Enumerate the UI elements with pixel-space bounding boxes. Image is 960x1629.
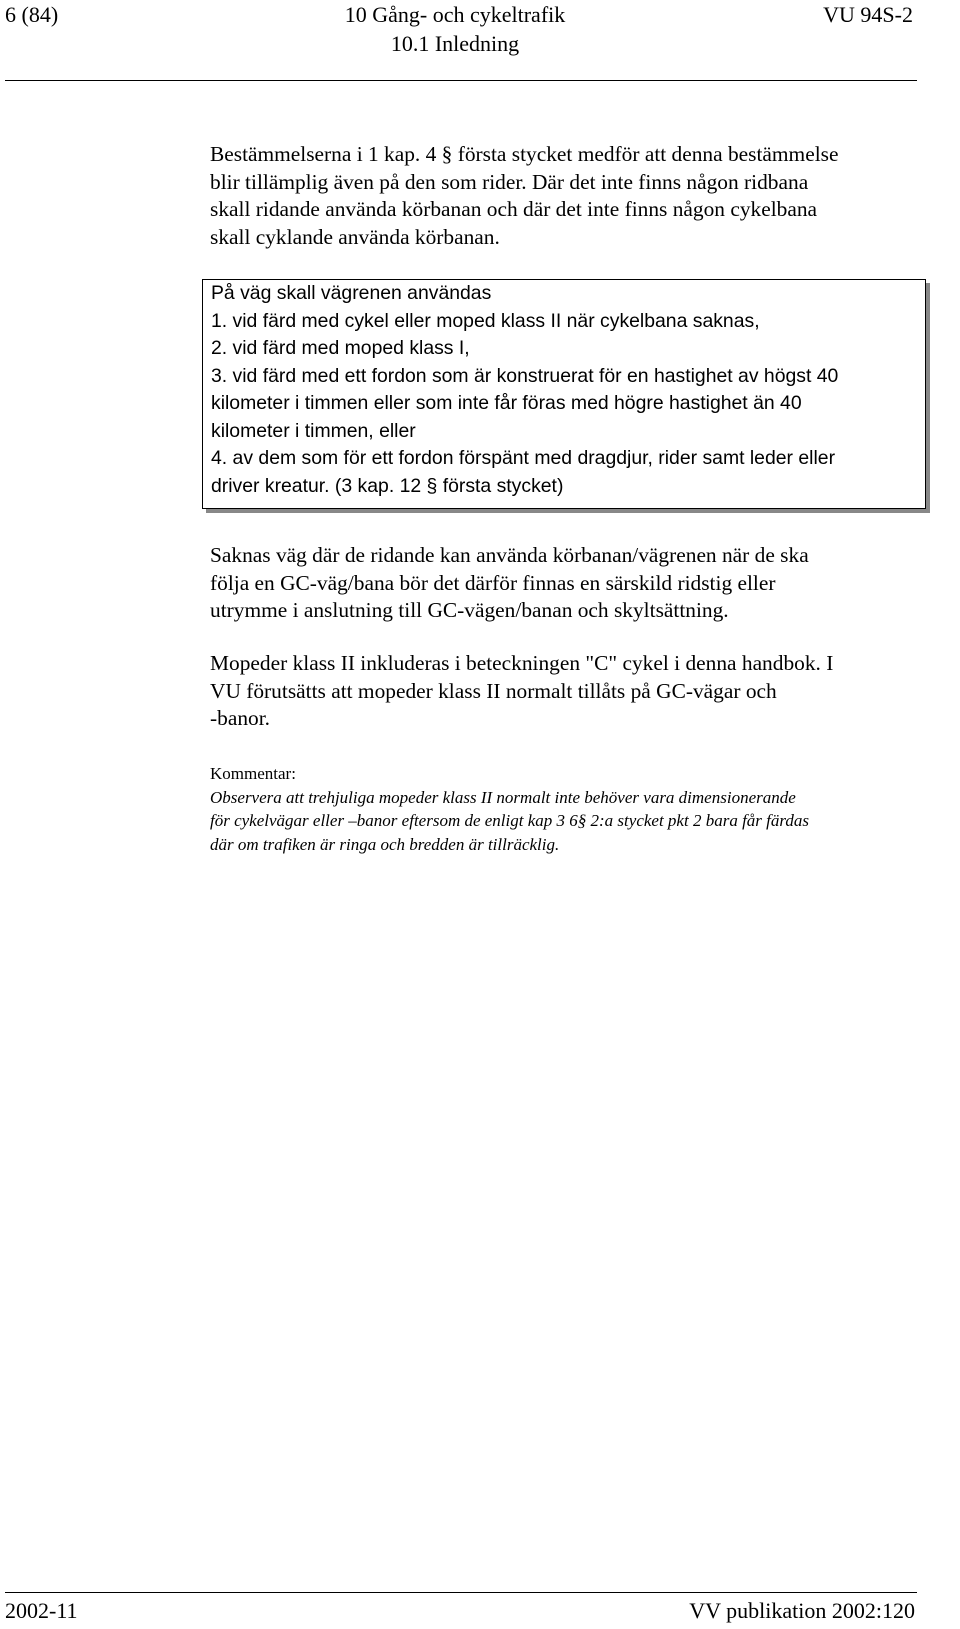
moped-paragraph: [210, 650, 930, 733]
paragraph-line: blir tillämplig även på den som rider. Där det inte finns någon ridbana: [210, 169, 809, 194]
footer-publication: VV publikation 2002:120: [689, 1598, 915, 1623]
running-header: [280, 0, 630, 58]
page-number: 6 (84): [5, 2, 59, 27]
regulation-box: [202, 279, 926, 509]
paragraph-line: Saknas väg där de ridande kan använda körbanan/vägrenen när de ska: [210, 543, 809, 567]
paragraph-line: skall ridande använda körbanan och där det inte finns någon cykelbana: [210, 197, 818, 221]
intro-paragraph: [210, 141, 930, 251]
regulation-line: driver kreatur. (3 kap. 12 § första stycket): [211, 474, 564, 497]
document-code: VU 94S-2: [823, 2, 913, 27]
regulation-line: 3. vid färd med ett fordon som är konstruerat för en hastighet av högst 40: [211, 364, 839, 387]
paragraph-line: Mopeder klass II inkluderas i beteckningen "C" cykel i denna handbok. I: [210, 651, 834, 675]
chapter-title: 10 Gång- och cykeltrafik: [344, 2, 566, 27]
regulation-line: 4. av dem som för ett fordon förspänt med dragdjur, rider samt leder eller: [211, 447, 836, 469]
paragraph-line: utrymme i anslutning till GC-vägen/banan och skyltsättning.: [210, 598, 729, 622]
regulation-line: kilometer i timmen, eller: [211, 419, 416, 442]
comment-line: där om trafiken är ringa och bredden är tillräcklig.: [210, 834, 560, 854]
comment-line: för cykelvägar eller –banor eftersom de enligt kap 3 6§ 2:a stycket pkt 2 bara får färdas: [210, 811, 809, 830]
section-title: 10.1 Inledning: [390, 31, 520, 56]
paragraph-line: VU förutsätts att mopeder klass II normalt tillåts på GC-vägar och: [210, 678, 777, 703]
comment-block: [210, 762, 930, 856]
comment-line: Observera att trehjuliga mopeder klass II normalt inte behöver vara dimensionerande: [210, 787, 796, 807]
paragraph-line: -banor.: [210, 706, 270, 730]
footer-rule: [5, 1592, 917, 1593]
footer-date: 2002-11: [5, 1598, 78, 1623]
comment-label: Kommentar:: [210, 764, 296, 783]
paragraph-line: följa en GC-väg/bana bör det därför finnas en särskild ridstig eller: [210, 570, 776, 595]
regulation-line: kilometer i timmen eller som inte får föras med högre hastighet än 40: [211, 392, 802, 414]
regulation-intro: På väg skall vägrenen användas: [211, 282, 492, 304]
regulation-line: 1. vid färd med cykel eller moped klass II när cykelbana saknas,: [211, 309, 760, 332]
header-rule: [5, 80, 917, 81]
riding-paragraph: [210, 542, 930, 625]
paragraph-line: skall cyklande använda körbanan.: [210, 224, 500, 249]
paragraph-line: Bestämmelserna i 1 kap. 4 § första stycket medför att denna bestämmelse: [210, 142, 839, 166]
regulation-line: 2. vid färd med moped klass I,: [211, 337, 470, 359]
